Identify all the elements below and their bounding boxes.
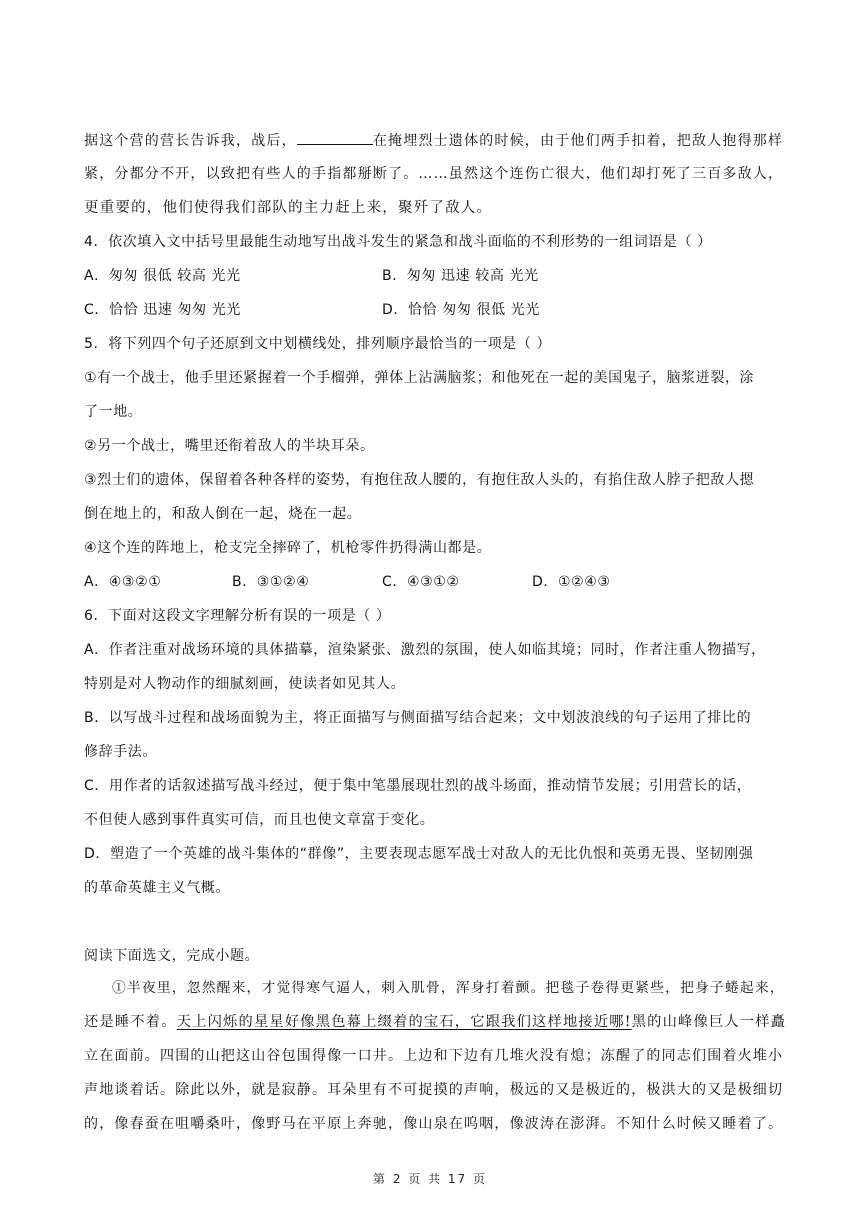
q4-option-b: B．匆匆 迅速 较高 光光 xyxy=(382,268,539,284)
q5-option-c: C．④③①② xyxy=(382,574,460,590)
passage2-line-5: 的，像春蚕在咀嚼桑叶，像野马在平原上奔驰，像山泉在呜咽，像波涛在澎湃。不知什么时候又睡着了。 xyxy=(84,1116,784,1132)
q5-sentence-1b: 了一地。 xyxy=(84,404,143,420)
passage2-line-2 xyxy=(84,1012,790,1032)
q4-option-d: D．恰恰 匆匆 很低 光光 xyxy=(382,302,540,318)
q6-option-c-line-1: C．用作者的话叙述描写战斗经过，便于集中笔墨展现壮烈的战斗场面，推动情节发展；引用营长的话， xyxy=(84,778,752,794)
q6-option-a-line-2: 特别是对人物动作的细腻刻画，使读者如见其人。 xyxy=(84,676,406,692)
q4-stem: 4．依次填入文中括号里最能生动地写出战斗发生的紧急和战斗面临的不利形势的一组词语是（ ） xyxy=(84,234,712,250)
passage1-line-2: 紧，分都分不开，以致把有些人的手指都掰断了。……虽然这个连伤亡很大，他们却打死了三百多敌人， xyxy=(84,166,784,182)
passage2-intro: 阅读下面选文，完成小题。 xyxy=(84,948,260,964)
q6-option-a-line-1: A．作者注重对战场环境的具体描摹，渲染紧张、激烈的氛围，使人如临其境；同时，作者注重人物描写， xyxy=(84,642,766,658)
q5-sentence-4: ④这个连的阵地上，枪支完全摔碎了，机枪零件扔得满山都是。 xyxy=(84,540,492,556)
q6-stem: 6．下面对这段文字理解分析有误的一项是（ ） xyxy=(84,608,391,624)
q5-option-a: A．④③②① xyxy=(84,574,162,590)
passage2-line-3: 立在面前。四围的山把这山谷包围得像一口井。上边和下边有几堆火没有熄；冻醒了的同志们围着火堆小 xyxy=(84,1048,784,1064)
passage2-line-1: ①半夜里，忽然醒来，才觉得寒气逼人，刺入肌骨，浑身打着颤。把毯子卷得更紧些，把身子蜷起来， xyxy=(112,980,785,996)
q5-option-d: D．①②④③ xyxy=(532,574,611,590)
q6-option-d-line-2: 的革命英雄主义气概。 xyxy=(84,880,230,896)
q5-sentence-3a: ③烈士们的遗体，保留着各种各样的姿势，有抱住敌人腰的，有抱住敌人头的，有掐住敌人脖子把敌人摁 xyxy=(84,472,755,488)
q5-sentence-3b: 倒在地上的，和敌人倒在一起，烧在一起。 xyxy=(84,506,362,522)
q5-stem: 5．将下列四个句子还原到文中划横线处，排列顺序最恰当的一项是（ ） xyxy=(84,336,552,352)
q6-option-b-line-2: 修辞手法。 xyxy=(84,744,157,760)
passage2-text: 还是睡不着。 xyxy=(84,1014,177,1030)
q4-option-c: C．恰恰 迅速 匆匆 光光 xyxy=(84,302,241,318)
q4-option-a: A．匆匆 很低 较高 光光 xyxy=(84,268,241,284)
passage2-text: 黑的山峰像巨人一样矗 xyxy=(631,1014,787,1030)
page-footer: 第 2 页 共 17 页 xyxy=(373,1172,487,1186)
q5-sentence-2: ②另一个战士，嘴里还衔着敌人的半块耳朵。 xyxy=(84,438,375,454)
q6-option-c-line-2: 不但使人感到事件真实可信，而且也使文章富于变化。 xyxy=(84,812,435,828)
passage2-line-4: 声地谈着话。除此以外，就是寂静。耳朵里有不可捉摸的声响，极远的又是极近的，极洪大的又是极细切 xyxy=(84,1082,784,1098)
fill-blank xyxy=(297,130,373,145)
q5-option-b: B．③①②④ xyxy=(232,574,310,590)
underlined-sentence: 天上闪烁的星星好像黑色幕上缀着的宝石，它跟我们这样地接近哪! xyxy=(176,1014,632,1030)
passage1-line-1 xyxy=(84,130,790,151)
q5-sentence-1a: ①有一个战士，他手里还紧握着一个手榴弹，弹体上沾满脑浆；和他死在一起的美国鬼子，脑浆迸裂，涂 xyxy=(84,370,755,386)
q6-option-d-line-1: D．塑造了一个英雄的战斗集体的“群像”，主要表现志愿军战士对敌人的无比仇恨和英勇无畏、坚韧刚强 xyxy=(84,846,754,862)
passage1-line-3: 更重要的，他们使得我们部队的主力赶上来，聚歼了敌人。 xyxy=(84,200,493,216)
q6-option-b-line-1: B．以写战斗过程和战场面貌为主，将正面描写与侧面描写结合起来；文中划波浪线的句子运用了排比的 xyxy=(84,710,752,726)
passage1-text: 据这个营的营长告诉我，战后， xyxy=(84,133,297,149)
passage1-text: 在掩埋烈士遗体的时候，由于他们两手扣着，把敌人抱得那样 xyxy=(372,133,784,149)
